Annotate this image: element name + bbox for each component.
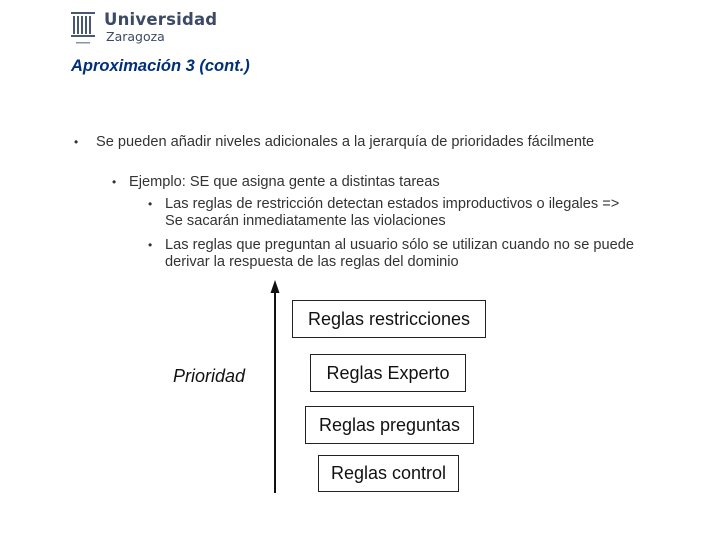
slide-title: Aproximación 3 (cont.): [71, 57, 250, 75]
bullet-marker: •: [148, 238, 153, 252]
level-box-experto: Reglas Experto: [310, 354, 466, 392]
level-box-preguntas: Reglas preguntas: [305, 406, 474, 444]
priority-axis-label: Prioridad: [173, 366, 246, 386]
level-box-control: Reglas control: [318, 455, 459, 492]
bullet-text: Las reglas de restricción detectan estados improductivos o ilegales => Se sacarán inmediatamente las violaciones: [165, 196, 620, 229]
level-box-restricciones: Reglas restricciones: [292, 300, 486, 338]
bullet-text: Las reglas que preguntan al usuario sólo se utilizan cuando no se puede derivar la respuesta de las reglas del dominio: [165, 237, 634, 270]
bullet-marker: •: [74, 135, 79, 149]
logo-wordmark: Universidad: [104, 10, 218, 29]
bullet-text: Se pueden añadir niveles adicionales a la jerarquía de prioridades fácilmente: [96, 134, 595, 150]
logo-subtitle: Zaragoza: [106, 29, 165, 44]
bullet-text: Ejemplo: SE que asigna gente a distintas tareas: [129, 174, 440, 190]
bullet-marker: •: [148, 197, 153, 211]
bullet-marker: •: [112, 175, 117, 189]
